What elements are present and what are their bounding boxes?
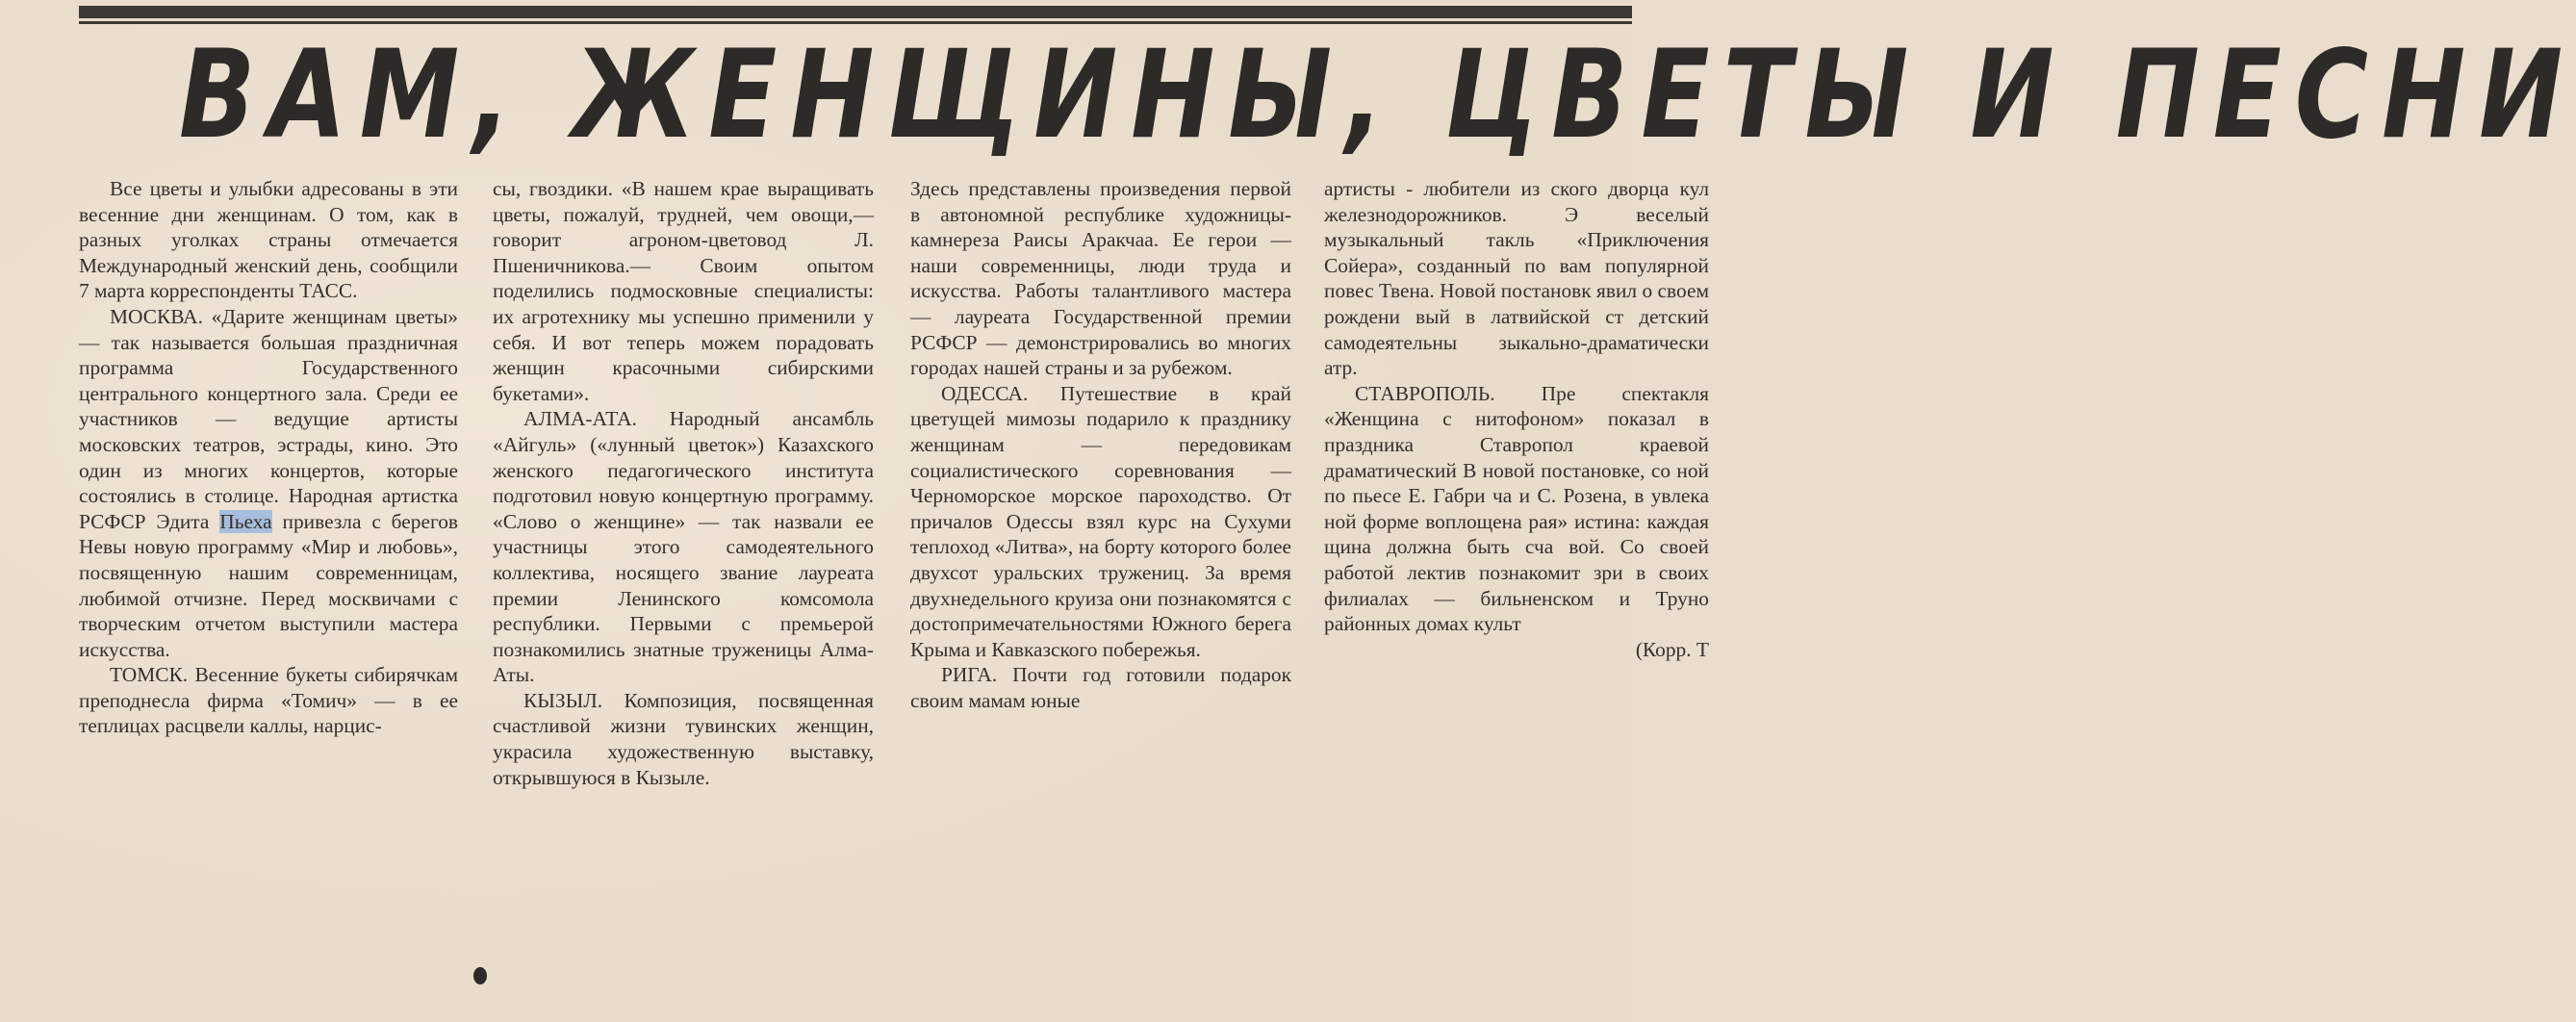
article-column-1 — [79, 176, 458, 965]
paragraph: АЛМА-АТА. Народный ансамбль «Айгуль» («лунный цветок») Казахского женского педагогического института подготовил новую концертную программу. «Слово о женщине» — так назвали ее участницы этого самодеятельного коллектива, носящего звание лауреата премии Ленинского комсомола республики. Первыми с премьерой познакомились знатные труженицы Алма-Аты. — [493, 407, 874, 687]
article-column-4 — [1324, 176, 1709, 965]
paragraph: Все цветы и улыбки адресованы в эти весенние дни женщинам. О том, как в разных уголках страны отмечается Международный женский день, сообщили 7 марта корреспонденты ТАСС. — [79, 177, 458, 303]
paragraph: РИГА. Почти год готовили подарок своим мамам юные — [910, 663, 1291, 712]
headline: ВАМ, ЖЕНЩИНЫ, ЦВЕТЫ И ПЕСНИ — [179, 22, 2576, 166]
paragraph: сы, гвоздики. «В нашем крае выращивать цветы, пожалуй, трудней, чем овощи,— говорит агроном-цветовод Л. Пшеничникова.— Своим опытом поделились подмосковные специалисты: их агротехнику мы успешно применили у себя. И вот теперь можем порадовать женщин красочными сибирскими букетами». — [493, 177, 874, 405]
paragraph: ОДЕССА. Путешествие в край цветущей мимозы подарило к празднику женщинам — передовикам социалистического соревнования — Черноморское морское пароходство. От причалов Одессы взял курс на Сухуми теплоход «Литва», на борту которого более двухсот уральских тружениц. За время двухнедельного круиза они познакомятся с достопримечательностями Южного берега Крыма и Кавказского побережья. — [910, 381, 1291, 661]
paragraph — [79, 304, 458, 662]
paragraph: СТАВРОПОЛЬ. Пре спектакля «Женщина с нитофоном» показал в праздника Ставропол краевой драматический В новой постановке, со ной по пьесе Е. Габри ча и С. Розена, в увлека ной форме воплощена рая» истина: каждая щина должна быть сча вой. Со своей работой лектив познакомит зри в своих филиалах — бильненском и Труно районных домах культ — [1324, 381, 1709, 636]
paragraph-text: МОСКВА. «Дарите женщинам цветы» — так называется большая праздничная программа Государственного центрального концертного зала. Среди ее участников — ведущие артисты московских театров, эстрады, кино. Это один из многих концертов, которые состоялись в столице. Народная артистка РСФСР Эдита — [79, 304, 458, 533]
ink-spot — [473, 967, 487, 984]
paragraph: КЫЗЫЛ. Композиция, посвященная счастливой жизни тувинских женщин, украсила художественную выставку, открывшуюся в Кызыле. — [493, 688, 874, 789]
paragraph: Здесь представлены произведения первой в автономной республике художницы-камнереза Раисы Аракчаа. Ее герои — наши современницы, люди труда и искусства. Работы талантливого мастера — лауреата Государственной премии РСФСР — демонстрировались во многих городах нашей страны и за рубежом. — [910, 177, 1291, 380]
article-column-2 — [493, 176, 874, 965]
paragraph: ТОМСК. Весенние букеты сибирячкам преподнесла фирма «Томич» — в ее теплицах расцвели каллы, нарцис- — [79, 663, 458, 738]
paragraph: артисты - любители из ского дворца кул железнодорожников. Э веселый музыкальный такль «Приключения Сойера», созданный по вам популярной повес Твена. Новой постановк явил о своем рождени вый в латвийской ст детский самодеятельны зыкально-драматически атр. — [1324, 177, 1709, 380]
signature: (Корр. Т — [1635, 637, 1709, 661]
article-column-3 — [910, 176, 1291, 965]
highlighted-word[interactable]: Пьеха — [219, 509, 272, 533]
paragraph-text: привезла с берегов Невы новую программу «Мир и любовь», посвященную нашим современницам, любимой отчизне. Перед москвичами с творческим отчетом выступили мастера искусства. — [79, 509, 459, 661]
column-4-content — [1324, 176, 1709, 662]
